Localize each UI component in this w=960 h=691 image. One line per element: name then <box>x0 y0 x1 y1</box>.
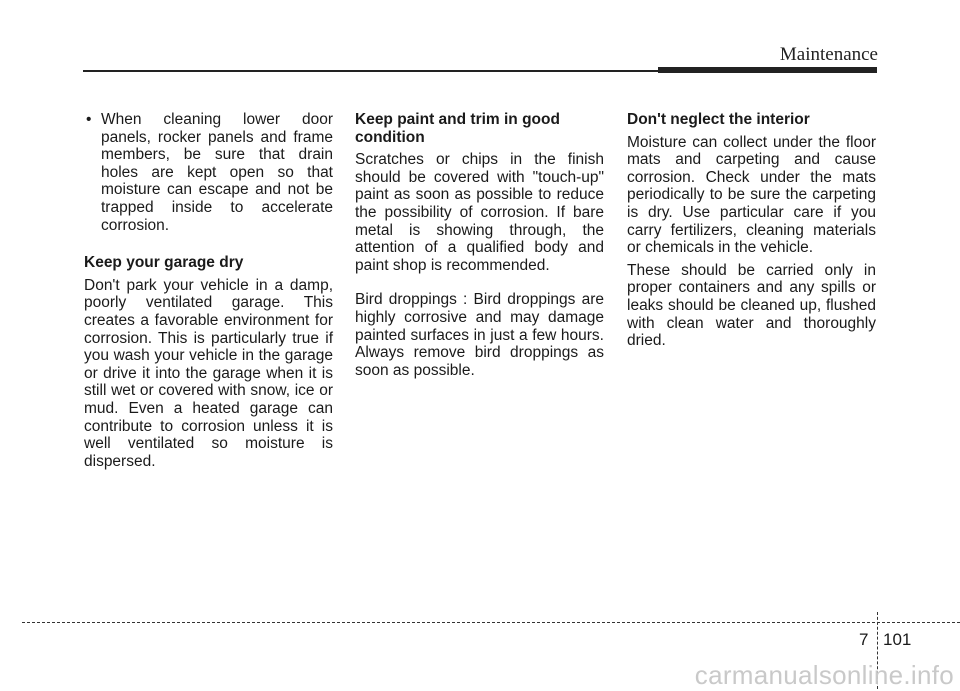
paragraph-containers: These should be carried only in proper containers and any spills or leaks should be cleaned up, flushed with clean water and thoroughly dried. <box>627 261 876 350</box>
section-title: Maintenance <box>779 44 878 65</box>
chapter-number: 7 <box>859 630 869 649</box>
column-3 <box>627 111 876 350</box>
header-rule <box>83 70 658 72</box>
paragraph-bird-droppings: Bird droppings : Bird droppings are highly corrosive and may damage painted surfaces in just a few hours. Always remove bird droppings as soon as possible. <box>355 291 604 379</box>
paragraph-scratches: Scratches or chips in the finish should be covered with "touch-up" paint as soon as possible to reduce the possibility of corrosion. If bare metal is showing through, the attention of a qualified body and paint shop is recommended. <box>355 151 604 274</box>
bullet-icon: • <box>86 111 92 128</box>
heading-garage-dry: Keep your garage dry <box>84 254 244 272</box>
bullet-text: When cleaning lower door panels, rocker panels and frame members, be sure that drain holes are kept open so that moisture can escape and not be trapped inside to accelerate corrosion. <box>101 111 333 234</box>
heading-interior: Don't neglect the interior <box>627 111 810 128</box>
watermark: carmanualsonline.info <box>694 660 954 690</box>
paragraph-moisture: Moisture can collect under the floor mats and carpeting and cause corrosion. Check under the mats periodically to be sure the carpeting is dry. Use particular care if you carry fertilizers, cleaning materials or chemicals in the vehicle. <box>627 133 876 257</box>
footer-rule <box>22 622 960 623</box>
bullet-item <box>84 111 333 234</box>
page-number: 101 <box>883 630 912 649</box>
paragraph-garage-dry: Don't park your vehicle in a damp, poorly ventilated garage. This creates a favorable environment for corrosion. This is particularly true if you wash your vehicle in the garage or drive it into the garage when it is still wet or covered with snow, ice or mud. Even a heated garage can contribute to corrosion unless it is well ventilated so moisture is dispersed. <box>84 276 333 470</box>
heading-paint-trim: Keep paint and trim in good condition <box>355 111 560 146</box>
column-2 <box>355 111 604 379</box>
header-rule-accent <box>658 67 877 73</box>
column-1 <box>84 111 333 470</box>
